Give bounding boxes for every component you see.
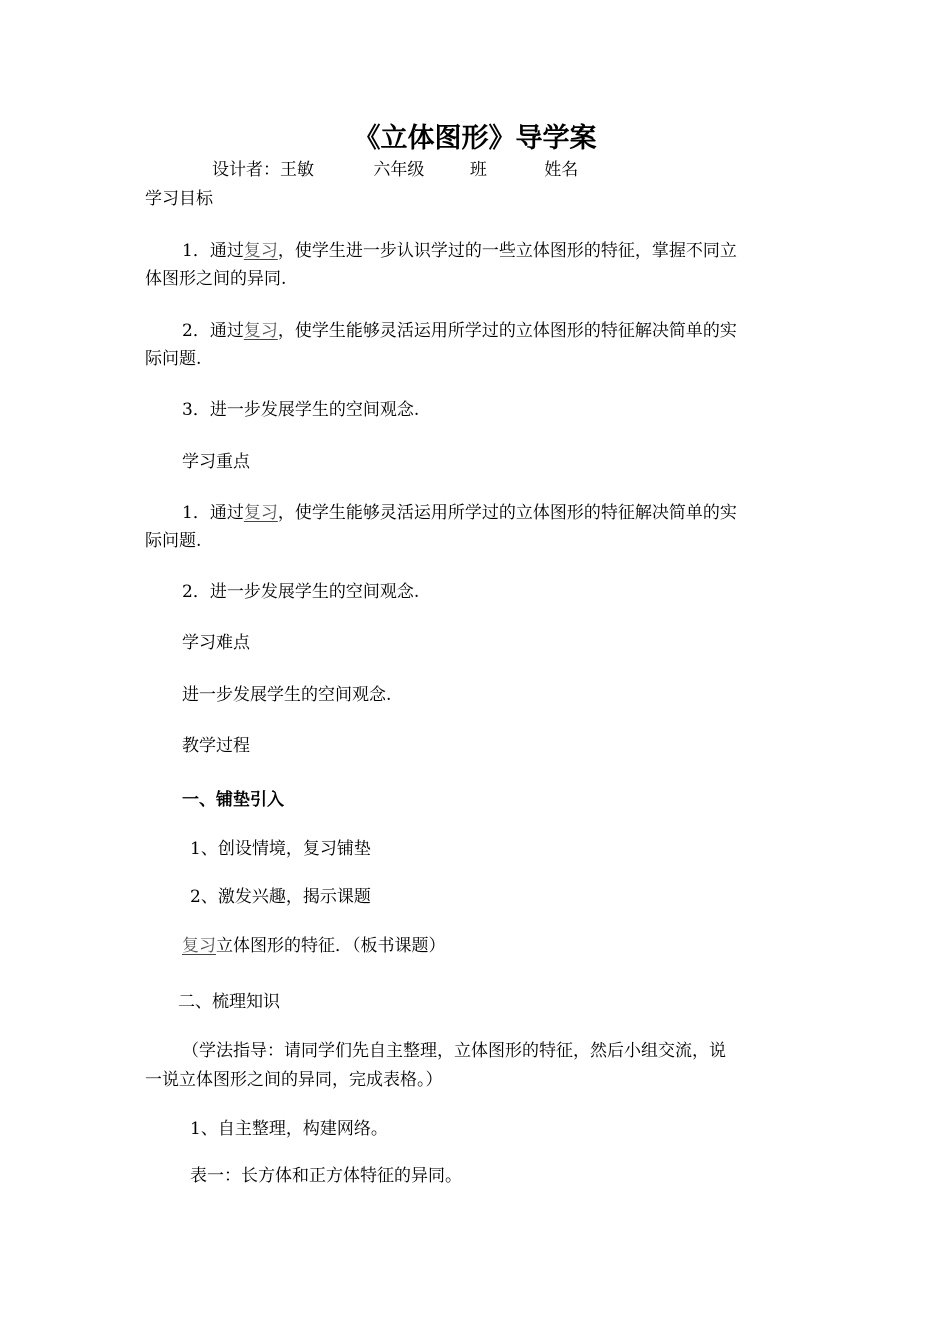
section-2-guide-line-1: （学法指导：请同学们先自主整理，立体图形的特征，然后小组交流，说 — [182, 1041, 726, 1061]
section-2-item-1: 1、自主整理，构建网络。 — [190, 1119, 388, 1139]
key-point-1 — [182, 502, 737, 524]
designer-label: 设计者：王敏 — [212, 160, 314, 180]
section-1-item-1: 1、创设情境，复习铺垫 — [190, 839, 371, 859]
key-point-1-text: ，使学生能够灵活运用所学过的立体图形的特征解决简单的实 — [277, 503, 737, 523]
key-points-heading: 学习重点 — [182, 452, 250, 472]
section-1-line-3 — [182, 935, 446, 957]
class-label: 班 — [469, 160, 487, 180]
difficulty-heading: 学习难点 — [182, 633, 250, 653]
key-point-1-cont: 际问题. — [145, 531, 202, 551]
objective-3: 3．进一步发展学生的空间观念. — [182, 400, 420, 420]
objective-2-num: 2．通过 — [182, 321, 244, 341]
document-title: 《立体图形》导学案 — [353, 123, 597, 154]
objective-1-text: ，使学生进一步认识学过的一些立体图形的特征，掌握不同立 — [277, 241, 737, 261]
review-link[interactable]: 复习 — [243, 321, 278, 341]
objective-2-cont: 际问题. — [145, 349, 202, 369]
objective-1-num: 1．通过 — [182, 241, 244, 261]
objectives-heading: 学习目标 — [145, 189, 213, 209]
key-point-1-num: 1．通过 — [182, 503, 244, 523]
objective-1-cont: 体图形之间的异同. — [145, 269, 287, 289]
section-1-heading: 一、铺垫引入 — [182, 790, 284, 810]
objective-2-text: ，使学生能够灵活运用所学过的立体图形的特征解决简单的实 — [277, 321, 737, 341]
name-label: 姓名 — [544, 160, 579, 180]
table-1-caption: 表一：长方体和正方体特征的异同。 — [190, 1166, 462, 1186]
process-heading: 教学过程 — [182, 736, 250, 756]
review-link[interactable]: 复习 — [182, 936, 216, 956]
review-link[interactable]: 复习 — [243, 503, 278, 523]
document-meta — [212, 159, 578, 181]
section-1-line-3-text: 立体图形的特征．（板书课题） — [216, 936, 446, 956]
review-link[interactable]: 复习 — [243, 241, 278, 261]
key-point-2: 2．进一步发展学生的空间观念. — [182, 582, 420, 602]
objective-1 — [182, 240, 737, 262]
difficulty-1: 进一步发展学生的空间观念. — [182, 685, 392, 705]
grade-label: 六年级 — [373, 160, 425, 180]
section-1-item-2: 2、激发兴趣，揭示课题 — [190, 887, 371, 907]
section-2-heading: 二、梳理知识 — [178, 992, 280, 1012]
section-2-guide-line-2: 一说立体图形之间的异同，完成表格。） — [145, 1070, 443, 1090]
objective-2 — [182, 320, 737, 342]
